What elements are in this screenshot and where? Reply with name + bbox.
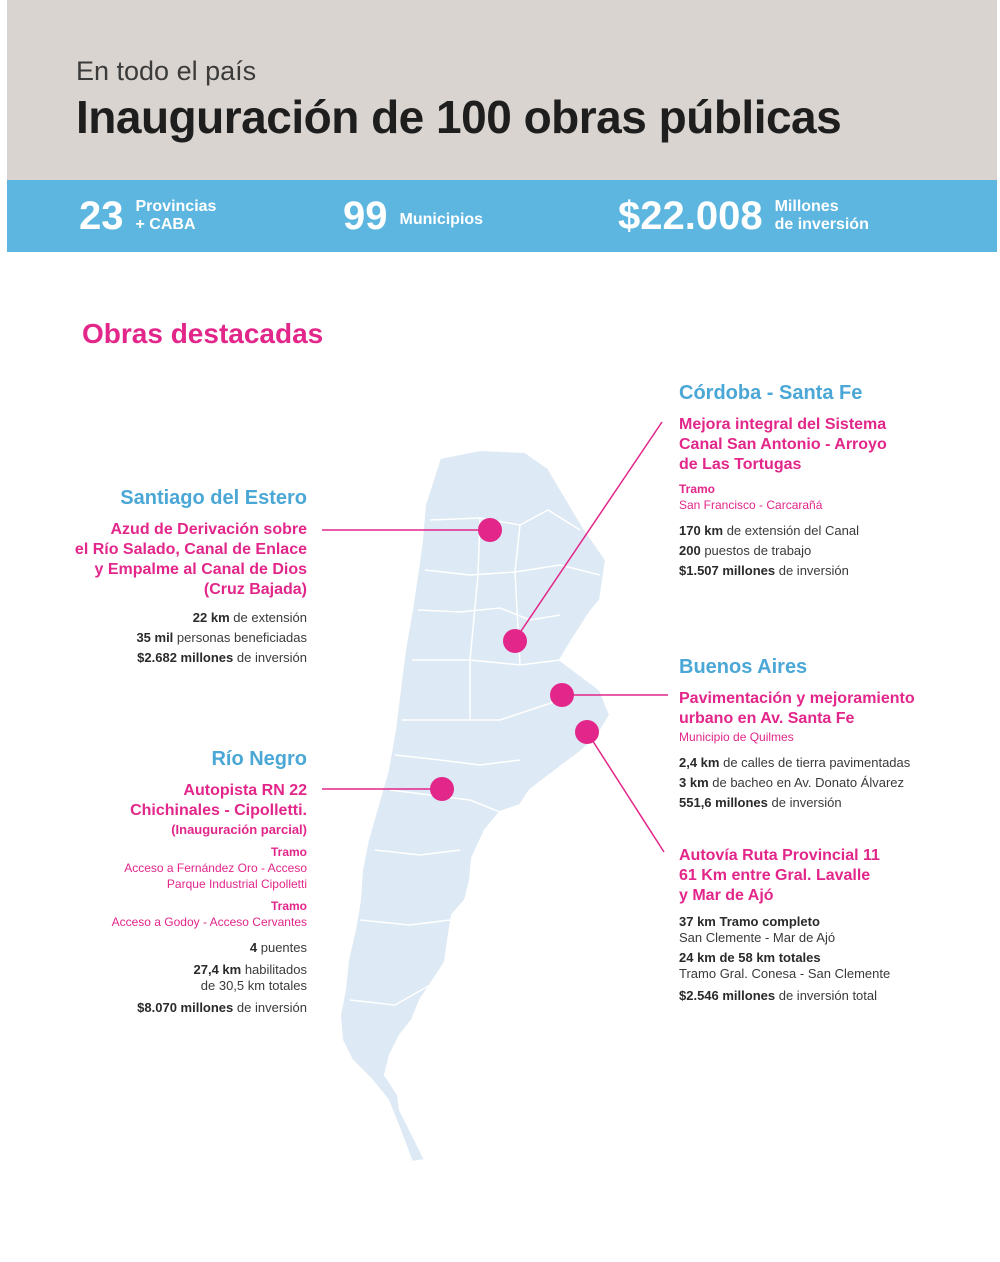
region-title: Río Negro <box>211 748 307 770</box>
project-line: y Empalme al Canal de Dios <box>94 561 307 578</box>
stat-label: Millones de inversión <box>774 198 869 233</box>
fact: 35 mil personas beneficiadas <box>136 630 307 645</box>
project-line: Pavimentación y mejoramiento <box>679 690 915 707</box>
stat-label: Provincias + CABA <box>135 198 217 233</box>
marker-buenosaires <box>550 683 574 707</box>
stat-value: 23 <box>79 193 124 238</box>
project-line: Autovía Ruta Provincial 11 <box>679 847 880 864</box>
project-line: de Las Tortugas <box>679 456 802 473</box>
fact: $8.070 millones de inversión <box>137 1000 307 1015</box>
fact: $2.546 millones de inversión total <box>679 988 878 1003</box>
marker-autovia <box>575 720 599 744</box>
fact: 27,4 km habilitados <box>193 962 307 977</box>
block-autovia <box>679 846 979 1006</box>
block-santiago <box>47 487 307 668</box>
block-rionegro <box>47 748 307 1018</box>
fact: 551,6 millones de inversión <box>679 795 842 810</box>
fact: 3 km de bacheo en Av. Donato Álvarez <box>679 775 905 790</box>
block-cordoba <box>679 382 979 581</box>
block-buenosaires <box>679 656 979 813</box>
fact: 4 puentes <box>249 940 307 955</box>
tramo-heading: Tramo <box>679 482 716 496</box>
municipio-text: Municipio de Quilmes <box>679 730 794 744</box>
project-note: (Inauguración parcial) <box>171 822 307 837</box>
marker-cordoba <box>503 629 527 653</box>
page-subtitle: En todo el país <box>76 56 257 86</box>
stat-label: Municipios <box>399 211 484 228</box>
fact: 170 km de extensión del Canal <box>679 523 859 538</box>
region-title: Córdoba - Santa Fe <box>679 382 863 404</box>
project-line: (Cruz Bajada) <box>203 581 307 598</box>
region-title: Buenos Aires <box>679 656 808 678</box>
fact: 37 km Tramo completo <box>679 914 820 929</box>
project-line: Autopista RN 22 <box>183 782 307 799</box>
stat-value: 99 <box>343 193 388 238</box>
project-line: y Mar de Ajó <box>679 887 774 904</box>
tramo-heading: Tramo <box>270 899 307 913</box>
fact: 200 puestos de trabajo <box>679 543 812 558</box>
project-line: 61 Km entre Gral. Lavalle <box>679 867 871 884</box>
stat-value: $22.008 <box>618 193 763 238</box>
marker-rionegro <box>430 777 454 801</box>
project-line: Mejora integral del Sistema <box>679 416 887 433</box>
fact: de 30,5 km totales <box>200 978 307 993</box>
fact: 22 km de extensión <box>192 610 307 625</box>
map-shape <box>340 450 610 1162</box>
section-title: Obras destacadas <box>82 318 324 349</box>
fact: San Clemente - Mar de Ajó <box>679 930 836 945</box>
project-line: Canal San Antonio - Arroyo <box>679 436 887 453</box>
page-title: Inauguración de 100 obras públicas <box>76 91 842 143</box>
tramo-text: Acceso a Fernández Oro - Acceso <box>124 861 307 875</box>
tramo-text: Parque Industrial Cipolletti <box>166 877 307 891</box>
project-line: urbano en Av. Santa Fe <box>679 710 855 727</box>
project-line: Chichinales - Cipolletti. <box>130 802 307 819</box>
fact: $1.507 millones de inversión <box>679 563 849 578</box>
fact: 24 km de 58 km totales <box>679 950 821 965</box>
region-title: Santiago del Estero <box>120 487 307 509</box>
project-line: el Río Salado, Canal de Enlace <box>74 541 307 558</box>
fact: 2,4 km de calles de tierra pavimentadas <box>679 755 911 770</box>
fact: Tramo Gral. Conesa - San Clemente <box>679 966 891 981</box>
tramo-text: San Francisco - Carcarañá <box>679 498 823 512</box>
tramo-text: Acceso a Godoy - Acceso Cervantes <box>111 915 307 929</box>
fact: $2.682 millones de inversión <box>137 650 307 665</box>
marker-santiago <box>478 518 502 542</box>
tramo-heading: Tramo <box>270 845 307 859</box>
project-line: Azud de Derivación sobre <box>110 521 307 538</box>
